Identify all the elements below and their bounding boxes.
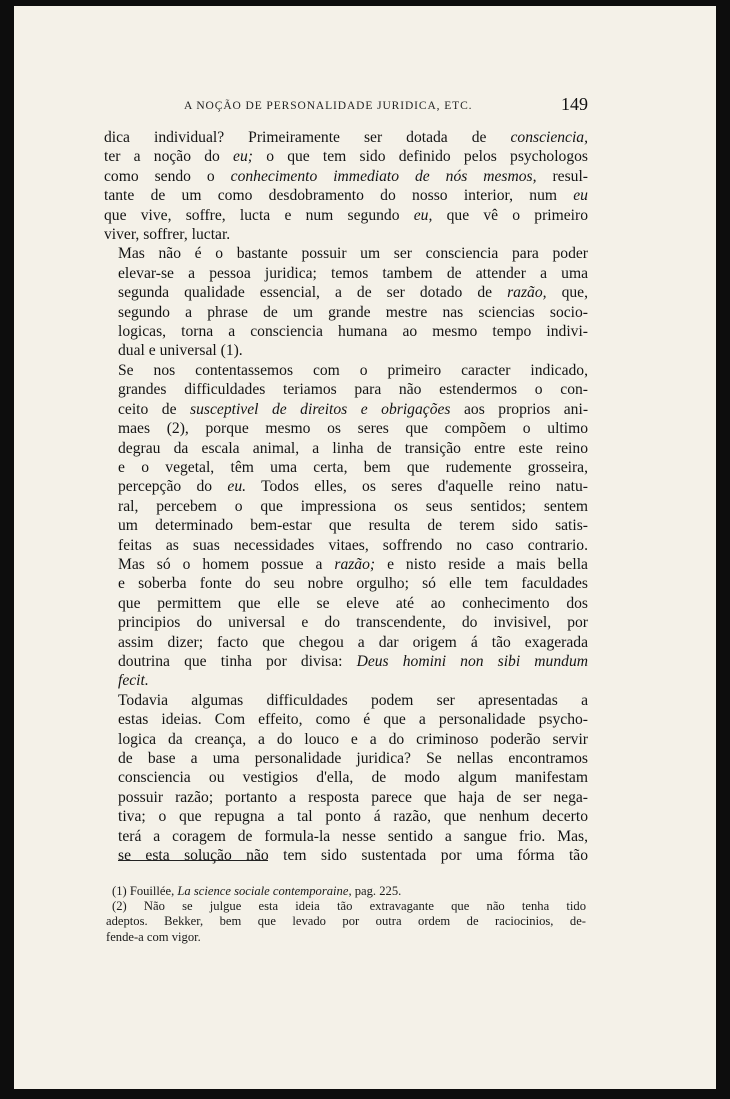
text-line: ceito de susceptivel de direitos e obrigações aos proprios ani- <box>118 400 589 418</box>
paragraph-2 <box>104 244 588 360</box>
text-line: elevar-se a pessoa juridica; temos tambem de attender a uma <box>118 264 588 282</box>
text-line: Mas não é o bastante possuir um ser consciencia para poder <box>118 245 588 263</box>
text-line: dica individual? Primeiramente ser dotada de consciencia, <box>104 129 588 146</box>
text-line: grandes difficuldades teriamos para não estendermos o con- <box>118 381 588 399</box>
body-text <box>104 128 588 865</box>
text-line: que permittem que elle se eleve até ao conhecimento dos <box>118 594 588 612</box>
text-line: tante de um como desdobramento do nosso interior, num eu <box>104 187 588 205</box>
text-line: degrau da escala animal, a linha de transição entre este reino <box>118 439 588 457</box>
text-line: segundo a phrase de um grande mestre nas sciencias socio- <box>118 303 588 321</box>
footnote-1: (1) Fouillée, La science sociale contemporaine, pag. 225. <box>112 884 402 898</box>
text-line: fecit. <box>118 672 149 690</box>
text-line: de base a uma personalidade juridica? Se nellas encontramos <box>118 750 588 767</box>
text-line: (2) Não se julgue esta ideia tão extravagante que não tenha tido <box>112 899 586 914</box>
page-number: 149 <box>561 94 588 114</box>
text-line: maes (2), porque mesmo os seres que compõem o ultimo <box>118 420 588 438</box>
footnote-2 <box>106 899 586 945</box>
text-line: Se nos contentassemos com o primeiro caracter indicado, <box>118 361 588 379</box>
text-line: e o vegetal, têm uma certa, bem que rudemente grosseira, <box>118 458 588 476</box>
text-line: Mas só o homem possue a razão; e nisto reside a mais bella <box>118 555 588 573</box>
text-line: segunda qualidade essencial, a de ser dotado de razão, que, <box>118 284 588 302</box>
text-line: viver, soffrer, luctar. <box>104 226 231 244</box>
running-head: A NOÇÃO DE PERSONALIDADE JURIDICA, ETC. <box>184 100 473 112</box>
text-line: tiva; o que repugna a tal ponto á razão, que nenhum decerto <box>118 808 588 826</box>
paragraph-1 <box>104 128 588 244</box>
footnotes <box>106 884 586 945</box>
text-line: logica da creança, a do louco e a do criminoso poderão servir <box>118 730 588 748</box>
text-line: possuir razão; portanto a resposta parece que haja de ser nega- <box>118 788 588 806</box>
text-line: feitas as suas necessidades vitaes, soffrendo no caso contrario. <box>118 536 588 554</box>
text-line: principios do universal e do transcendente, do invisivel, por <box>118 614 588 632</box>
text-line: adeptos. Bekker, bem que levado por outra ordem de raciocinios, de- <box>106 914 586 929</box>
text-line: e soberba fonte do seu nobre orgulho; só elle tem faculdades <box>118 575 588 593</box>
page-header <box>104 96 590 118</box>
text-line: assim dizer; facto que chegou a dar origem á tão exagerada <box>118 633 588 651</box>
text-line: que vive, soffre, lucta e num segundo eu, que vê o primeiro <box>104 206 589 224</box>
text-line: estas ideias. Com effeito, como é que a personalidade psycho- <box>118 711 588 729</box>
footnote-rule <box>118 860 268 861</box>
book-page <box>14 6 716 1089</box>
text-line: ral, percebem o que impressiona os seus sentidos; sentem <box>118 497 588 515</box>
text-line: fende-a com vigor. <box>106 929 201 944</box>
text-line: dual e universal (1). <box>118 342 243 360</box>
paragraph-3 <box>104 361 588 691</box>
text-line: percepção do eu. Todos elles, os seres d'aquelle reino natu- <box>118 478 588 496</box>
text-line: um determinado bem-estar que resulta de terem sido satis- <box>118 517 588 535</box>
paragraph-4 <box>104 691 588 866</box>
text-line: Todavia algumas difficuldades podem ser apresentadas a <box>118 691 588 709</box>
text-line: se esta solução não tem sido sustentada por uma fórma tão <box>118 847 588 865</box>
text-line: doutrina que tinha por divisa: Deus homini non sibi mundum <box>118 652 589 670</box>
text-line: logicas, torna a consciencia humana ao mesmo tempo indivi- <box>118 323 588 341</box>
text-line: ter a noção do eu; o que tem sido definido pelos psychologos <box>104 148 588 166</box>
text-line: terá a coragem de formula-la nesse sentido a sangue frio. Mas, <box>118 827 588 845</box>
text-line: como sendo o conhecimento immediato de nós mesmos, resul- <box>104 167 588 185</box>
text-line: consciencia ou vestigios d'ella, de modo algum manifestam <box>118 769 588 787</box>
